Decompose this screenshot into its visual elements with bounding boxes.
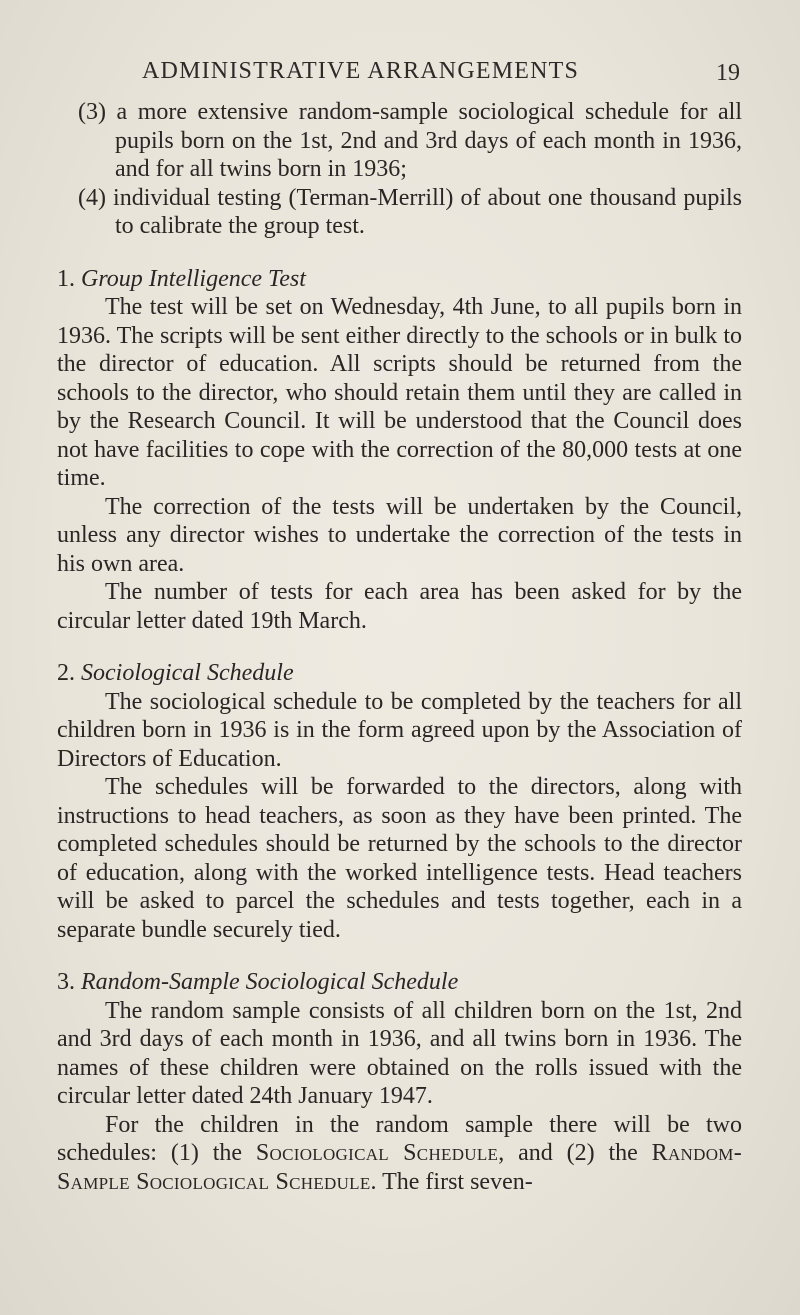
list-item [57, 98, 742, 184]
section-title: Sociological Schedule [81, 660, 294, 686]
running-title: ADMINISTRATIVE ARRANGEMENTS [142, 58, 580, 84]
small-caps-term: Sociological Schedule [255, 1140, 499, 1166]
paragraph [57, 1111, 742, 1197]
list-item-marker: (3) [78, 99, 106, 125]
list-item-text: a more extensive random-sample sociological schedule for all pupils born on the 1st, 2nd and 3rd days of each month in 1936, and for all twins born in 1936; [115, 99, 742, 182]
paragraph: The test will be set on Wednesday, 4th June, to all pupils born in 1936. The scripts will be sent either directly to the schools or in bulk to the director of education. All scripts should be returned from the schools to the director, who should retain them until they are called in by the Research Council. It will be understood that the Council does not have facilities to cope with the correction of the 80,000 tests at one time. [57, 294, 742, 491]
paragraph: The random sample consists of all children born on the 1st, 2nd and 3rd days of each month in 1936, and all twins born in 1936. The names of these children were obtained on the rolls issued with the circular letter dated 24th January 1947. [57, 997, 742, 1109]
running-header [60, 58, 740, 88]
section-title: Group Intelligence Test [81, 265, 306, 292]
paragraph: The correction of the tests will be undertaken by the Council, unless any director wishes to undertake the correction of the tests in his own area. [57, 493, 742, 577]
section-title: Random-Sample Sociological Schedule [81, 969, 459, 995]
paragraph: The number of tests for each area has been asked for by the circular letter dated 19th March. [57, 579, 742, 634]
section-heading [57, 968, 742, 997]
section-number: 2. [57, 660, 75, 686]
list-item-marker: (4) [78, 184, 106, 211]
section-heading [57, 659, 742, 688]
list-item-text: individual testing (Terman-Merrill) of about one thousand pupils to calibrate the group test. [113, 184, 742, 239]
paragraph: The schedules will be forwarded to the directors, along with instructions to head teachers, as soon as they have been printed. The completed schedules should be returned by the schools to the director of education, along with the worked intelligence tests. Head teachers will be asked to parcel the schedules and tests together, each in a separate bundle securely tied. [57, 774, 742, 943]
page-body [57, 98, 742, 1196]
paragraph: The sociological schedule to be completed by the teachers for all children born in 1936 is in the form agreed upon by the Association of Directors of Education. [57, 688, 742, 772]
paragraph-tail: . The first seven- [370, 1168, 533, 1195]
list-item [57, 184, 742, 241]
section-group-intelligence-test [57, 265, 742, 636]
paragraph-lead: For the children in the random sample there will be two schedules: (1) the [57, 1111, 742, 1166]
section-random-sample-sociological-schedule [57, 968, 742, 1196]
section-sociological-schedule [57, 659, 742, 944]
paragraph-middle: , and (2) the [498, 1140, 638, 1166]
section-number: 3. [57, 969, 75, 995]
small-caps-term: Random-Sample Sociological Schedule [57, 1140, 742, 1195]
section-heading [57, 265, 742, 294]
section-number: 1. [57, 265, 75, 292]
page-number: 19 [716, 60, 740, 86]
